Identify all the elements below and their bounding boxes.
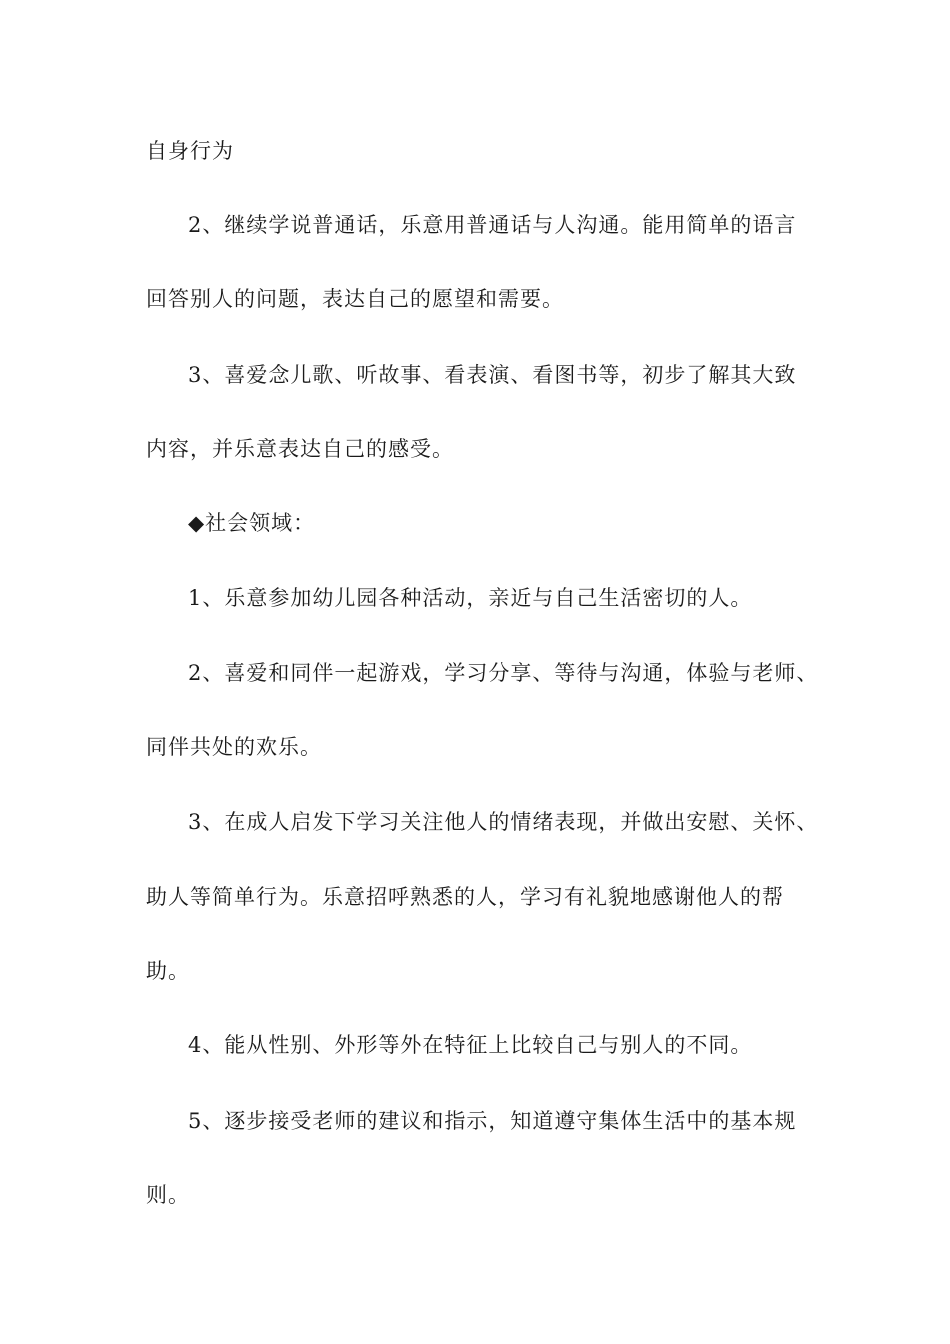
- text-line: 回答别人的问题，表达自己的愿望和需要。: [146, 287, 564, 311]
- text-line: 4、能从性别、外形等外在特征上比较自己与别人的不同。: [188, 1033, 753, 1057]
- text-line: 助。: [146, 959, 190, 983]
- text-line: 自身行为: [146, 139, 234, 163]
- text-line: 3、在成人启发下学习关注他人的情绪表现，并做出安慰、关怀、: [188, 810, 819, 834]
- text-line: 2、继续学说普通话，乐意用普通话与人沟通。能用简单的语言: [188, 213, 797, 237]
- text-line: 2、喜爱和同伴一起游戏，学习分享、等待与沟通，体验与老师、: [188, 661, 819, 685]
- text-line: 1、乐意参加幼儿园各种活动，亲近与自己生活密切的人。: [188, 586, 753, 610]
- text-line: 同伴共处的欢乐。: [146, 735, 322, 759]
- text-line: 内容，并乐意表达自己的感受。: [146, 437, 454, 461]
- text-line: 则。: [146, 1183, 190, 1207]
- text-line: 3、喜爱念儿歌、听故事、看表演、看图书等，初步了解其大致: [188, 363, 797, 387]
- text-line: 助人等简单行为。乐意招呼熟悉的人，学习有礼貌地感谢他人的帮: [146, 885, 784, 909]
- section-heading: ◆社会领域：: [188, 511, 316, 535]
- text-line: 5、逐步接受老师的建议和指示，知道遵守集体生活中的基本规: [188, 1109, 797, 1133]
